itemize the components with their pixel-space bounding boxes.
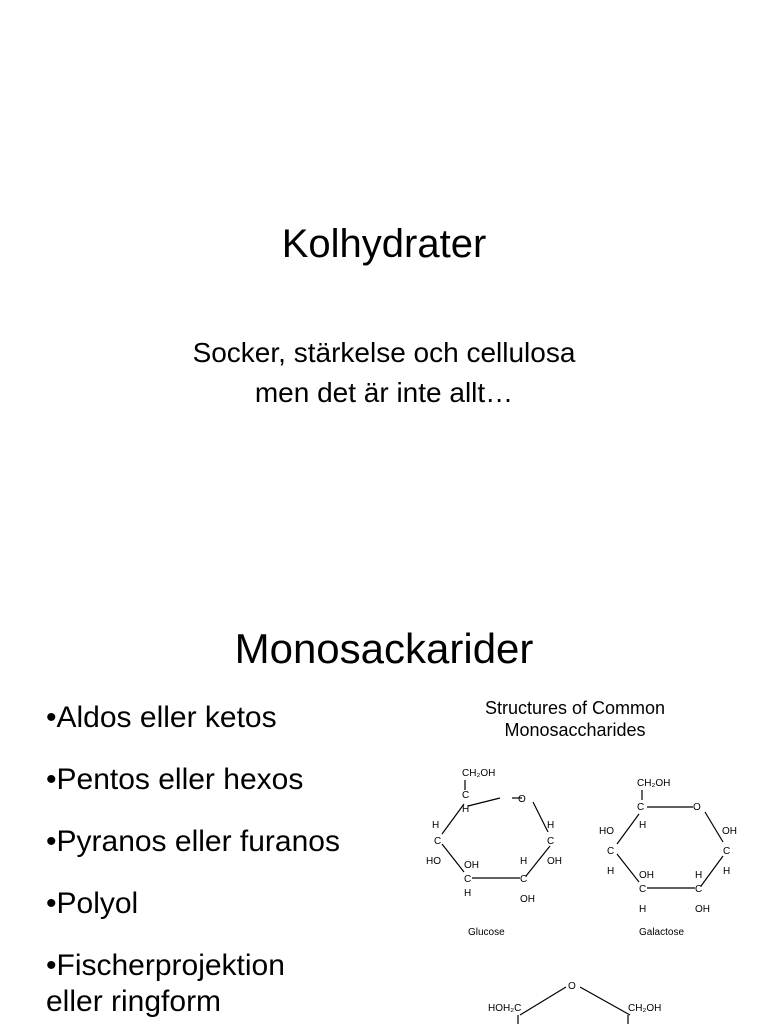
mol-label: H xyxy=(639,904,647,915)
slide-2-title: Monosackarider xyxy=(234,625,534,672)
figure-title xyxy=(430,697,720,741)
mol-label: OH xyxy=(520,894,535,905)
mol-label: C xyxy=(607,846,615,857)
mol-label: H xyxy=(639,820,647,831)
molecule-name: Glucose xyxy=(468,927,505,938)
figure-title-line-2: Monosaccharides xyxy=(504,720,646,740)
mol-label: C xyxy=(639,884,647,895)
mol-label: C xyxy=(464,874,472,885)
bullet-item: •Aldos eller ketos xyxy=(46,701,277,734)
slide-title: Kolhydrater xyxy=(281,222,487,266)
mol-label: O xyxy=(693,802,701,813)
bullet-item: •Fischerprojektion xyxy=(46,949,285,982)
mol-label: OH xyxy=(695,904,710,915)
mol-label: H xyxy=(432,820,440,831)
bullet-item: •Polyol xyxy=(46,887,139,920)
mol-label: C xyxy=(695,884,703,895)
bullet-item-continuation: eller ringform xyxy=(46,985,222,1018)
fructose-structure-partial xyxy=(480,975,680,1024)
mol-label: O xyxy=(568,981,576,992)
bullet-item: •Pyranos eller furanos xyxy=(46,825,340,858)
mol-label: C xyxy=(462,790,470,801)
mol-label: H xyxy=(464,888,472,899)
figure-title-line-1: Structures of Common xyxy=(484,698,666,718)
mol-label: OH xyxy=(722,826,737,837)
mol-label: C xyxy=(723,846,731,857)
bullet-list xyxy=(46,700,416,1020)
glucose-structure xyxy=(420,760,580,940)
mol-label: C xyxy=(520,874,528,885)
subtitle-line-1: Socker, stärkelse och cellulosa xyxy=(192,337,576,368)
mol-label: HO xyxy=(599,826,614,837)
mol-label: C xyxy=(547,836,555,847)
mol-label: HOH₂C xyxy=(488,1003,522,1014)
mol-label: H xyxy=(695,870,703,881)
mol-label: CH₂OH xyxy=(628,1003,662,1014)
mol-label: H xyxy=(547,820,555,831)
mol-label: C xyxy=(434,836,442,847)
mol-label: H xyxy=(462,804,470,815)
mol-label: CH₂OH xyxy=(637,778,671,789)
mol-label: HO xyxy=(426,856,441,867)
mol-label: H xyxy=(520,856,528,867)
galactose-structure xyxy=(595,770,755,950)
subtitle-line-2: men det är inte allt… xyxy=(254,377,514,408)
mol-label: OH xyxy=(464,860,479,871)
slide-subtitle xyxy=(0,333,768,413)
molecule-name: Galactose xyxy=(639,927,685,938)
mol-label: H xyxy=(607,866,615,877)
mol-label: O xyxy=(518,794,526,805)
mol-label: C xyxy=(637,802,645,813)
mol-label: CH₂OH xyxy=(462,768,496,779)
mol-label: OH xyxy=(547,856,562,867)
mol-label: OH xyxy=(639,870,654,881)
bullet-item: •Pentos eller hexos xyxy=(46,763,304,796)
mol-label: H xyxy=(723,866,731,877)
